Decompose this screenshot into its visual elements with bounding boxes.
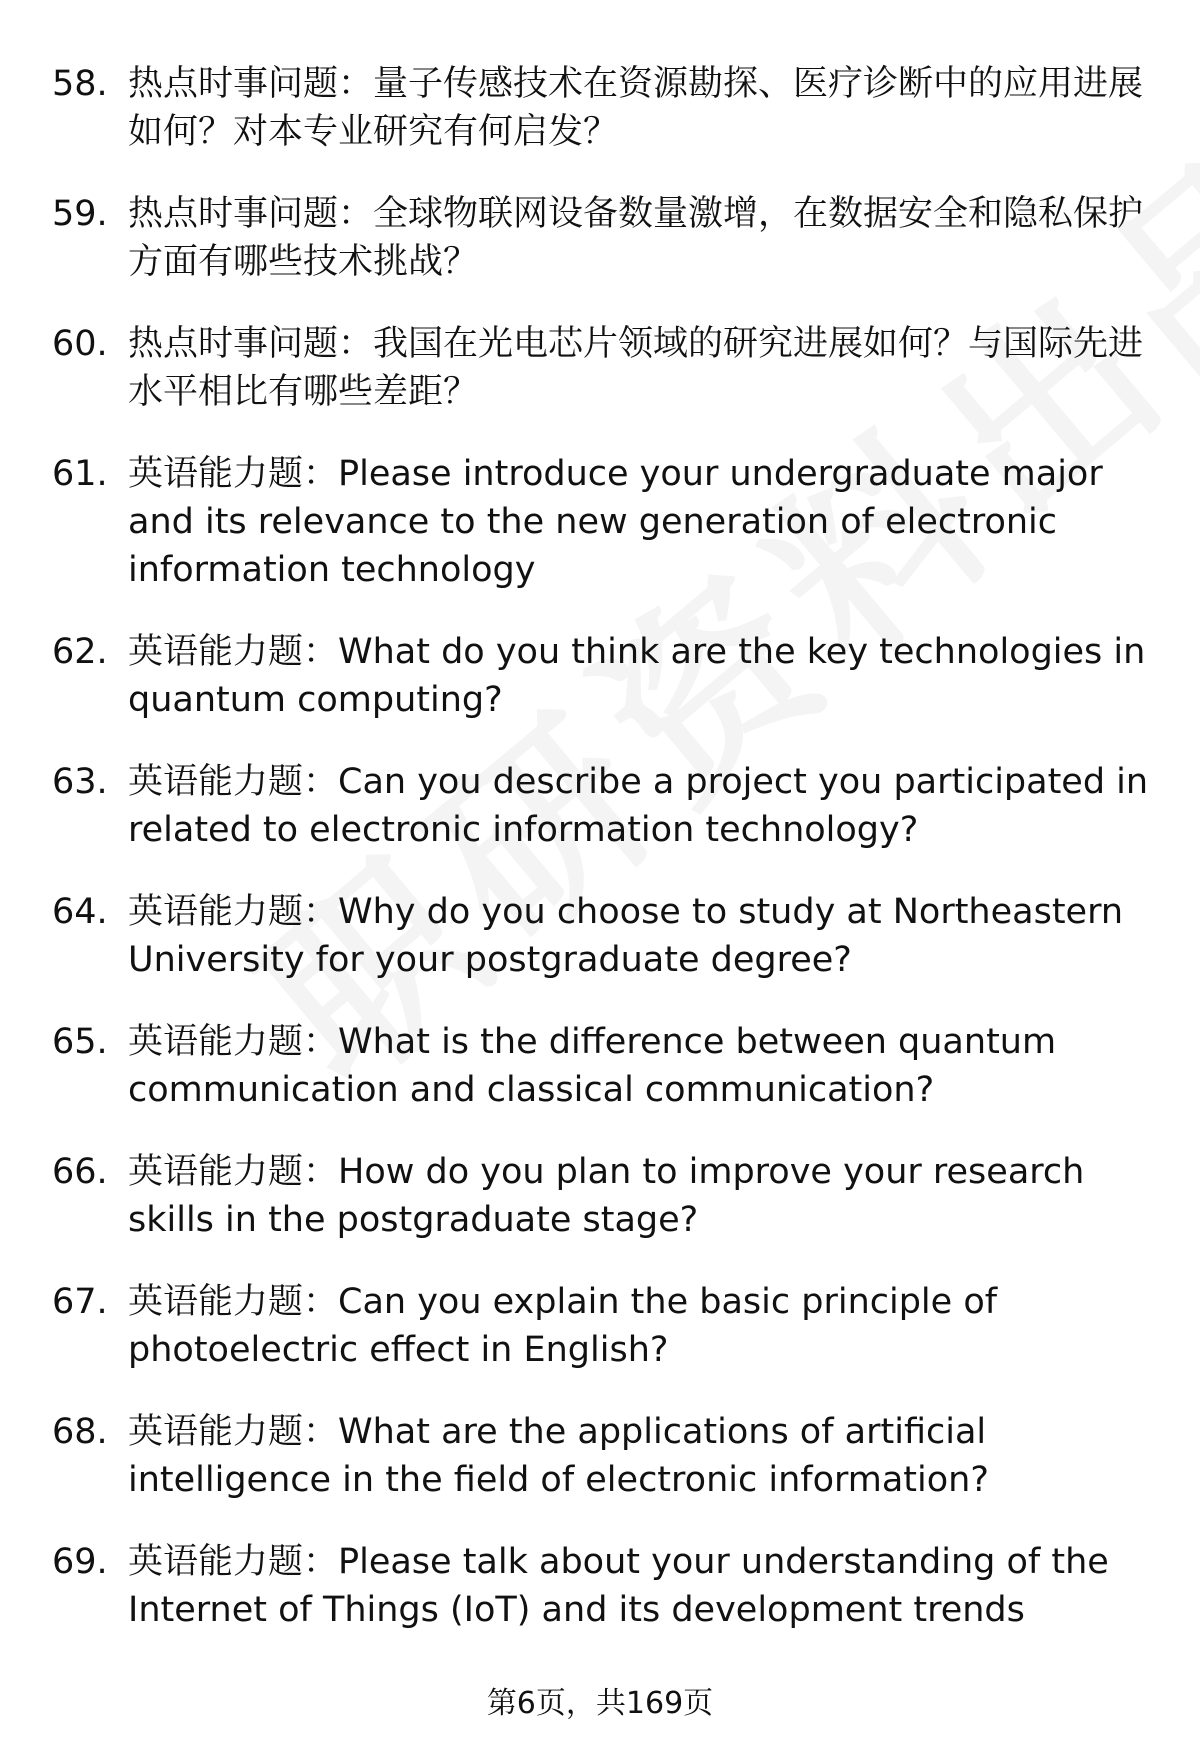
question-list [52,60,1152,1668]
question-text: 英语能力题：Why do you choose to study at Northeastern University for your postgraduate degree? [128,892,1124,980]
question-number: 66. [52,1152,108,1192]
question-number: 59. [52,194,108,234]
question-item [52,60,1152,156]
question-number: 60. [52,324,108,364]
question-item [52,758,1152,854]
question-item [52,320,1152,416]
question-item [52,628,1152,724]
question-item [52,1148,1152,1244]
question-text: 英语能力题：How do you plan to improve your research skills in the postgraduate stage? [128,1152,1085,1240]
question-item [52,1278,1152,1374]
question-text: 英语能力题：What do you think are the key technologies in quantum computing? [128,632,1146,720]
question-text: 英语能力题：Please talk about your understanding of the Internet of Things (IoT) and its development trends [128,1542,1109,1630]
question-item [52,1018,1152,1114]
question-text: 热点时事问题：全球物联网设备数量激增，在数据安全和隐私保护方面有哪些技术挑战？ [128,194,1144,282]
question-number: 63. [52,762,108,802]
page-number: 第6页，共169页 [486,1686,714,1721]
question-number: 68. [52,1412,108,1452]
question-number: 65. [52,1022,108,1062]
question-text: 英语能力题：Can you describe a project you participated in related to electronic information technology? [128,762,1149,850]
question-item [52,1538,1152,1634]
question-item [52,1408,1152,1504]
question-number: 69. [52,1542,108,1582]
question-number: 61. [52,454,108,494]
question-text: 英语能力题：What are the applications of artificial intelligence in the field of electronic information? [128,1412,989,1500]
question-number: 64. [52,892,108,932]
question-text: 热点时事问题：我国在光电芯片领域的研究进展如何？与国际先进水平相比有哪些差距？ [128,324,1144,412]
question-text: 热点时事问题：量子传感技术在资源勘探、医疗诊断中的应用进展如何？对本专业研究有何启发？ [128,64,1144,152]
question-number: 62. [52,632,108,672]
question-number: 58. [52,64,108,104]
question-item [52,888,1152,984]
question-text: 英语能力题：Can you explain the basic principle of photoelectric effect in English? [128,1282,998,1370]
question-number: 67. [52,1282,108,1322]
question-item [52,190,1152,286]
question-item [52,450,1152,594]
question-text: 英语能力题：What is the difference between quantum communication and classical communication? [128,1022,1057,1110]
question-text: 英语能力题：Please introduce your undergraduate major and its relevance to the new generation of electronic information technology [128,454,1103,590]
